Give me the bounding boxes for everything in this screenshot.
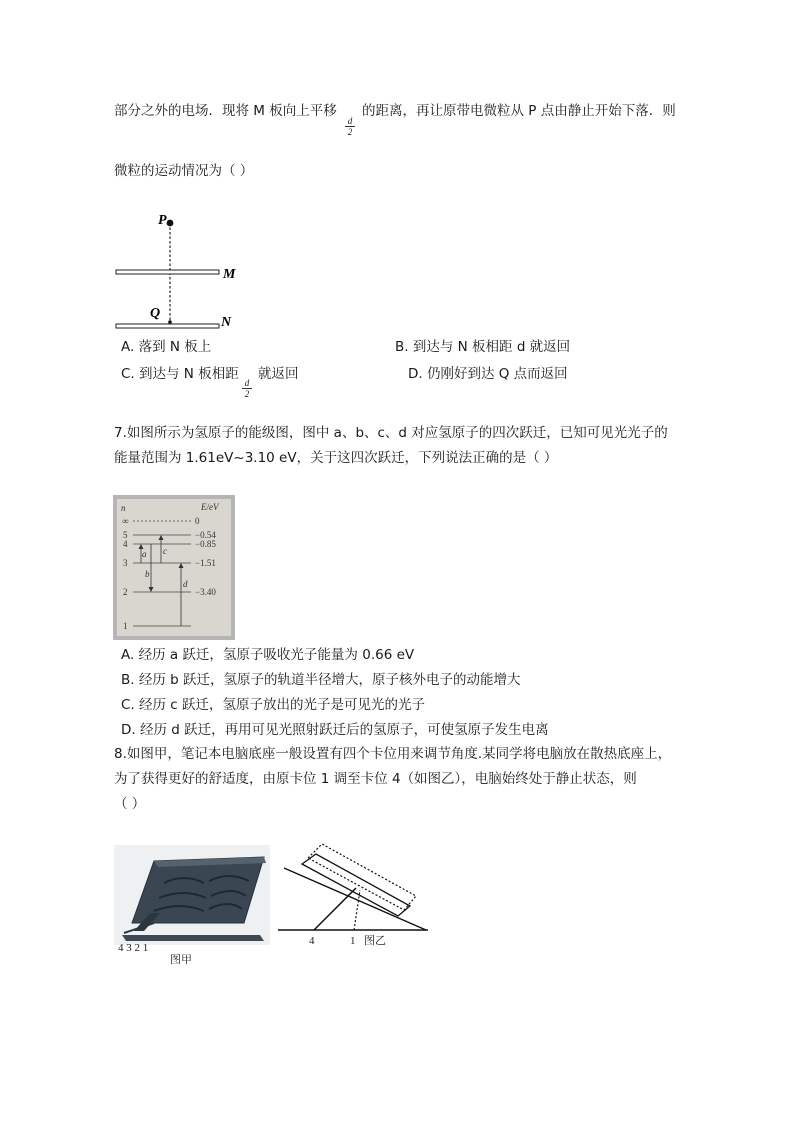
energy-label-5: −0.54 (195, 530, 216, 540)
slot-label-1: 1 (350, 935, 356, 947)
q7-stem-line1: 7.如图所示为氢原子的能级图，图中 a、b、c、d 对应氢原子的四次跃迁，已知可见光光子的 (114, 425, 668, 441)
transition-label-a: a (142, 549, 147, 559)
point-p (167, 220, 174, 227)
transition-label-c: c (163, 546, 167, 556)
plate-n (116, 324, 219, 328)
q6-option-a: A. 落到 N 板上 (121, 339, 212, 355)
level-label-n-infinity: ∞ (122, 516, 129, 526)
figure-yi-caption: 图乙 (364, 934, 386, 947)
energy-axis-header: E/eV (201, 502, 219, 512)
level-label-n-4: 4 (123, 539, 128, 549)
slot-label-4: 4 (309, 935, 315, 947)
n-axis-header: n (121, 503, 126, 513)
q6-stem-line2: 微粒的运动情况为（ ） (114, 163, 254, 179)
level-label-n-5: 5 (123, 530, 128, 540)
stand-angle-diagram (276, 840, 432, 952)
q6-option-d: D. 仍刚好到达 Q 点而返回 (408, 366, 568, 382)
label-p: P (158, 213, 167, 228)
fraction-d-over-2-option-c (242, 378, 252, 399)
q7-option-c: C. 经历 c 跃迁，氢原子放出的光子是可见光的光子 (121, 697, 426, 713)
q8-stem-line2: 为了获得更好的舒适度，由原卡位 1 调至卡位 4（如图乙），电脑始终处于静止状态，则 (114, 771, 637, 787)
cooling-stand-photo (114, 843, 270, 967)
transition-label-b: b (145, 569, 150, 579)
q6-stem-line1-start: 部分之外的电场．现将 M 板向上平移 (114, 103, 337, 119)
plate-m (116, 270, 219, 274)
laptop-block (302, 854, 410, 916)
slot-numbers: 4 3 2 1 (118, 942, 149, 954)
q8-stem-line3: （ ） (114, 796, 146, 812)
level-label-n-2: 2 (123, 587, 128, 597)
support-slot-1 (354, 890, 360, 930)
fraction-denominator: 2 (244, 389, 250, 399)
energy-label-2: −3.40 (195, 587, 216, 597)
fraction-numerator: d (345, 116, 355, 127)
q6-option-c-start: C. 到达与 N 板相距 (121, 366, 239, 382)
fraction-d-over-2 (345, 116, 355, 137)
label-n: N (221, 315, 232, 330)
energy-label-3: −1.51 (195, 558, 216, 568)
fraction-numerator: d (242, 378, 252, 389)
q8-stem-line1: 8.如图甲，笔记本电脑底座一般设置有四个卡位用来调节角度.某同学将电脑放在散热底座上， (114, 746, 672, 762)
label-m: M (223, 267, 236, 282)
figure-jia-caption: 图甲 (170, 953, 192, 966)
level-label-n-3: 3 (123, 558, 128, 568)
capacitor-plates-figure (108, 205, 248, 335)
energy-label-4: −0.85 (195, 539, 216, 549)
level-label-n-1: 1 (123, 621, 128, 631)
transition-label-d: d (183, 579, 188, 589)
support-slot-4 (314, 888, 356, 930)
label-q: Q (150, 306, 161, 321)
q6-option-b: B. 到达与 N 板相距 d 就返回 (395, 339, 571, 355)
energy-label-infinity: 0 (195, 516, 200, 526)
q6-option-c-end: 就返回 (258, 366, 299, 382)
q7-option-a: A. 经历 a 跃迁，氢原子吸收光子能量为 0.66 eV (121, 647, 415, 663)
q7-option-d: D. 经历 d 跃迁，再用可见光照射跃迁后的氢原子，可使氢原子发生电离 (121, 722, 549, 738)
q7-stem-line2: 能量范围为 1.61eV~3.10 eV，关于这四次跃迁，下列说法正确的是（ ） (114, 450, 558, 466)
q6-stem-line1-end: 的距离，再让原带电微粒从 P 点由静止开始下落．则 (362, 103, 676, 119)
q7-option-b: B. 经历 b 跃迁，氢原子的轨道半径增大，原子核外电子的动能增大 (121, 672, 521, 688)
point-q (168, 320, 172, 324)
energy-level-diagram (113, 495, 235, 640)
fraction-denominator: 2 (347, 127, 353, 137)
